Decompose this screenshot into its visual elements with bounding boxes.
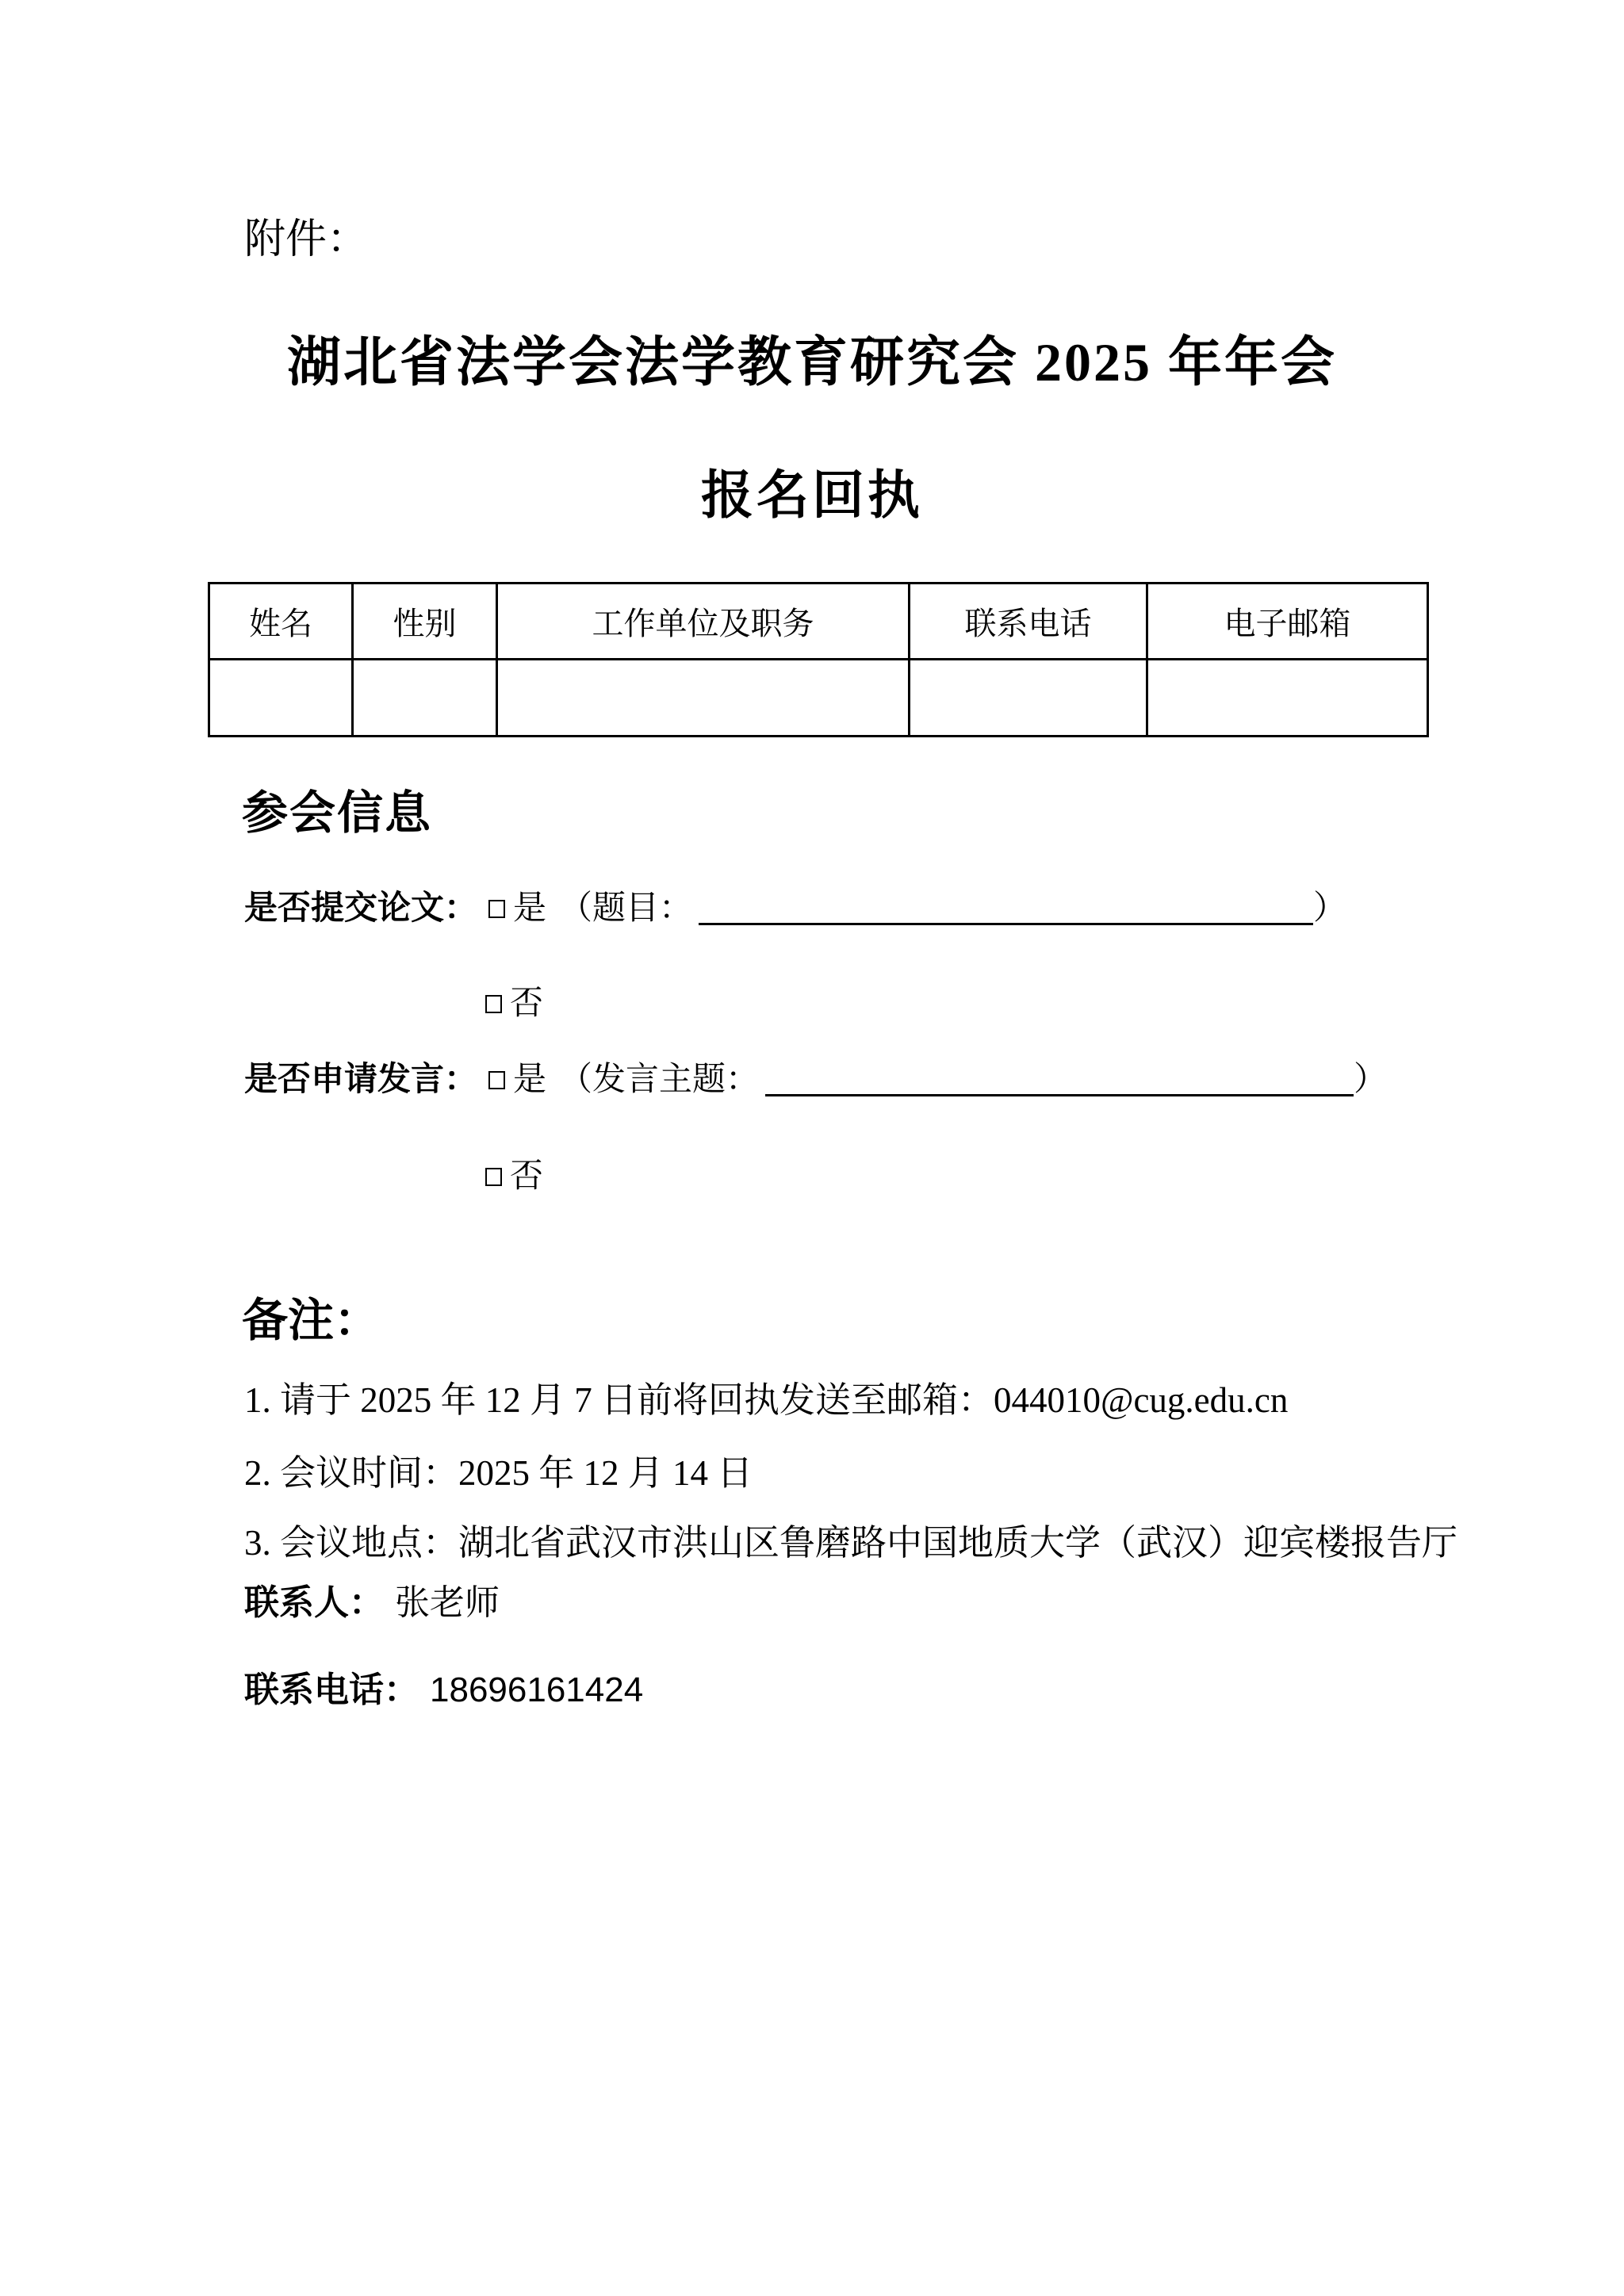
paper-title-blank [699, 891, 1313, 925]
remark-item-2: 2. 会议时间：2025 年 12 月 14 日 [244, 1453, 753, 1493]
contact-person-label: 联系人： [244, 1583, 384, 1622]
table-row [209, 660, 1428, 737]
cell-gender-empty [353, 660, 497, 737]
header-gender: 性别 [353, 584, 497, 660]
cell-phone-empty [910, 660, 1147, 737]
header-name: 姓名 [209, 584, 353, 660]
document-title-line1: 湖北省法学会法学教育研究会 2025 年年会 [286, 332, 1337, 392]
paper-no-option-label: 否 [510, 984, 544, 1021]
paper-title-prefix: （题目： [559, 889, 693, 926]
speech-no-line [485, 1156, 543, 1196]
paper-question-label: 是否提交论文： [244, 889, 478, 926]
paper-no-checkbox-icon [485, 995, 502, 1013]
speech-topic-blank [765, 1062, 1354, 1096]
remarks-heading: 备注： [242, 1295, 381, 1346]
speech-no-checkbox-icon [485, 1168, 502, 1186]
paper-yes-checkbox-icon [488, 900, 505, 918]
paper-no-line [485, 983, 543, 1023]
contact-phone-label: 联系电话： [244, 1670, 419, 1709]
speech-yes-option-label: 是 [513, 1060, 547, 1097]
contact-person-line [244, 1582, 500, 1624]
speech-yes-checkbox-icon [488, 1071, 505, 1089]
speech-no-option-label: 否 [510, 1157, 544, 1194]
speech-close-paren: ） [1354, 1060, 1388, 1097]
attachment-label: 附件： [244, 217, 369, 262]
cell-email-empty [1147, 660, 1428, 737]
participation-section-heading: 参会信息 [242, 787, 433, 839]
remark-item-3: 3. 会议地点：湖北省武汉市洪山区鲁磨路中国地质大学（武汉）迎宾楼报告厅 [244, 1523, 1458, 1563]
speech-topic-prefix: （发言主题： [559, 1060, 760, 1097]
paper-close-paren: ） [1313, 889, 1347, 926]
paper-question-line [244, 888, 1346, 928]
table-header-row [209, 584, 1428, 660]
document-title-line2: 报名回执 [701, 467, 923, 525]
speech-question-line [244, 1059, 1387, 1099]
contact-phone-value: 18696161424 [430, 1670, 644, 1709]
cell-name-empty [209, 660, 353, 737]
header-work-unit: 工作单位及职务 [497, 584, 910, 660]
contact-person-value: 张老师 [395, 1583, 500, 1622]
registration-table [208, 582, 1429, 737]
header-phone: 联系电话 [910, 584, 1147, 660]
header-email: 电子邮箱 [1147, 584, 1428, 660]
paper-yes-option-label: 是 [513, 889, 547, 926]
speech-question-label: 是否申请发言： [244, 1060, 478, 1097]
cell-work-empty [497, 660, 910, 737]
remark-item-1: 1. 请于 2025 年 12 月 7 日前将回执发送至邮箱：044010@cug.edu.cn [244, 1380, 1289, 1420]
contact-phone-line [244, 1670, 643, 1712]
